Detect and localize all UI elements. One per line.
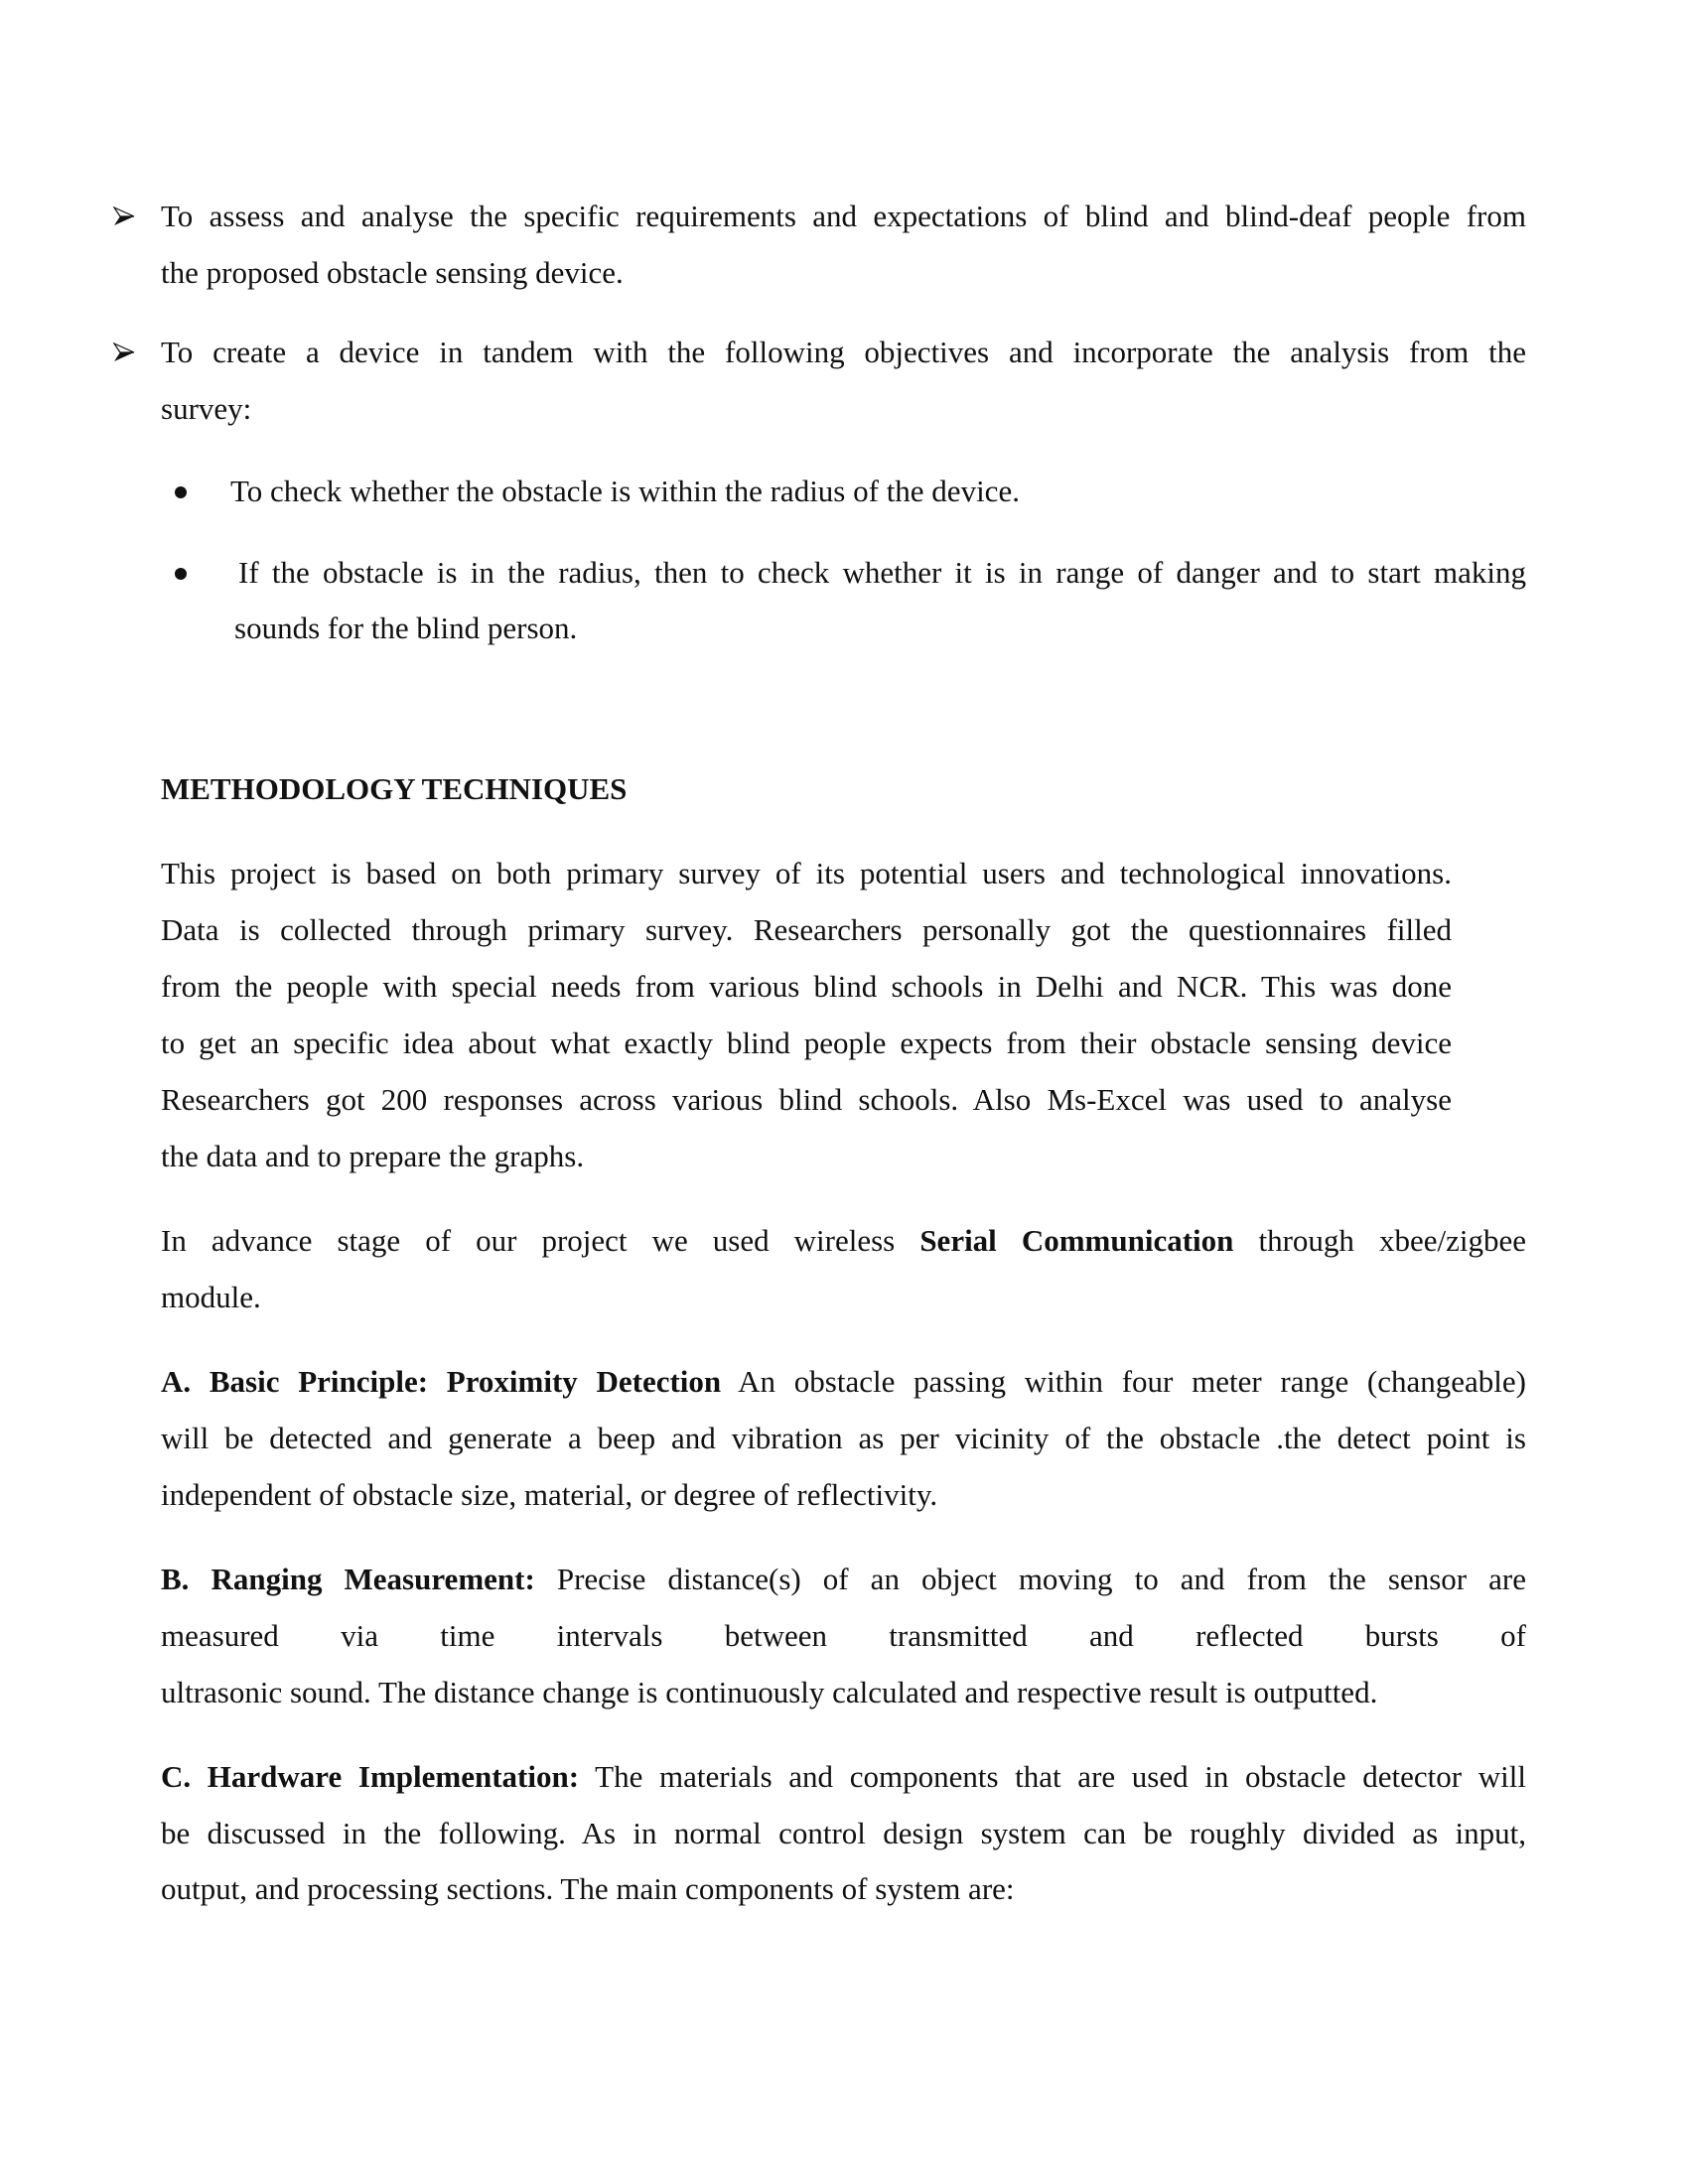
- serial-communication-line-1: In advance stage of our project we used wireless Serial Communication through xbee/zigbee: [161, 1223, 1526, 1258]
- objective-2-line-1: To create a device in tandem with the following objectives and incorporate the analysis from the: [161, 335, 1526, 369]
- objective-1-line-2: the proposed obstacle sensing device.: [161, 255, 624, 290]
- arrow-bullet-icon: [113, 341, 135, 363]
- section-a-line-2: will be detected and generate a beep and vibration as per vicinity of the obstacle .the detect point is: [161, 1421, 1526, 1455]
- section-c-line-2: be discussed in the following. As in normal control design system can be roughly divided as input,: [161, 1816, 1526, 1850]
- section-a-label: A. Basic Principle: Proximity Detection: [161, 1364, 722, 1399]
- methodology-line-5: Researchers got 200 responses across various blind schools. Also Ms-Excel was used to analyse: [161, 1082, 1452, 1117]
- objective-2-line-2: survey:: [161, 391, 252, 426]
- section-b-label: B. Ranging Measurement:: [161, 1562, 535, 1596]
- methodology-line-1: This project is based on both primary survey of its potential users and technological innovations.: [161, 856, 1452, 890]
- sub-objective-2-line-2: sounds for the blind person.: [234, 611, 578, 645]
- disc-bullet-icon: [175, 486, 187, 498]
- section-c-label: C. Hardware Implementation:: [161, 1759, 580, 1794]
- objective-1-line-1: To assess and analyse the specific requirements and expectations of blind and blind-deaf people from: [161, 199, 1526, 233]
- section-heading: METHODOLOGY TECHNIQUES: [161, 771, 628, 806]
- section-a-line-3: independent of obstacle size, material, or degree of reflectivity.: [161, 1477, 938, 1512]
- section-a-line-1: A. Basic Principle: Proximity Detection An obstacle passing within four meter range (changeable): [161, 1364, 1526, 1399]
- sub-objective-1: To check whether the obstacle is within the radius of the device.: [230, 474, 1020, 508]
- section-c-line-1: C. Hardware Implementation: The materials and components that are used in obstacle detector will: [161, 1759, 1526, 1794]
- methodology-line-2: Data is collected through primary survey. Researchers personally got the questionnaires filled: [161, 912, 1452, 947]
- section-b-line-2: measured via time intervals between transmitted and reflected bursts of: [161, 1618, 1526, 1653]
- methodology-line-6: the data and to prepare the graphs.: [161, 1139, 585, 1173]
- sub-objective-2-line-1: If the obstacle is in the radius, then to check whether it is in range of danger and to start making: [238, 555, 1526, 590]
- methodology-line-3: from the people with special needs from various blind schools in Delhi and NCR. This was done: [161, 969, 1452, 1004]
- methodology-line-4: to get an specific idea about what exactly blind people expects from their obstacle sensing device: [161, 1025, 1452, 1060]
- section-b-line-1: B. Ranging Measurement: Precise distance(s) of an object moving to and from the sensor are: [161, 1562, 1526, 1596]
- disc-bullet-icon: [175, 568, 187, 580]
- section-c-line-3: output, and processing sections. The main components of system are:: [161, 1871, 1015, 1906]
- section-b-line-3: ultrasonic sound. The distance change is continuously calculated and respective result is outputted.: [161, 1675, 1378, 1709]
- arrow-bullet-icon: [113, 205, 135, 227]
- serial-communication-line-2: module.: [161, 1280, 261, 1314]
- serial-communication-term: Serial Communication: [919, 1223, 1234, 1258]
